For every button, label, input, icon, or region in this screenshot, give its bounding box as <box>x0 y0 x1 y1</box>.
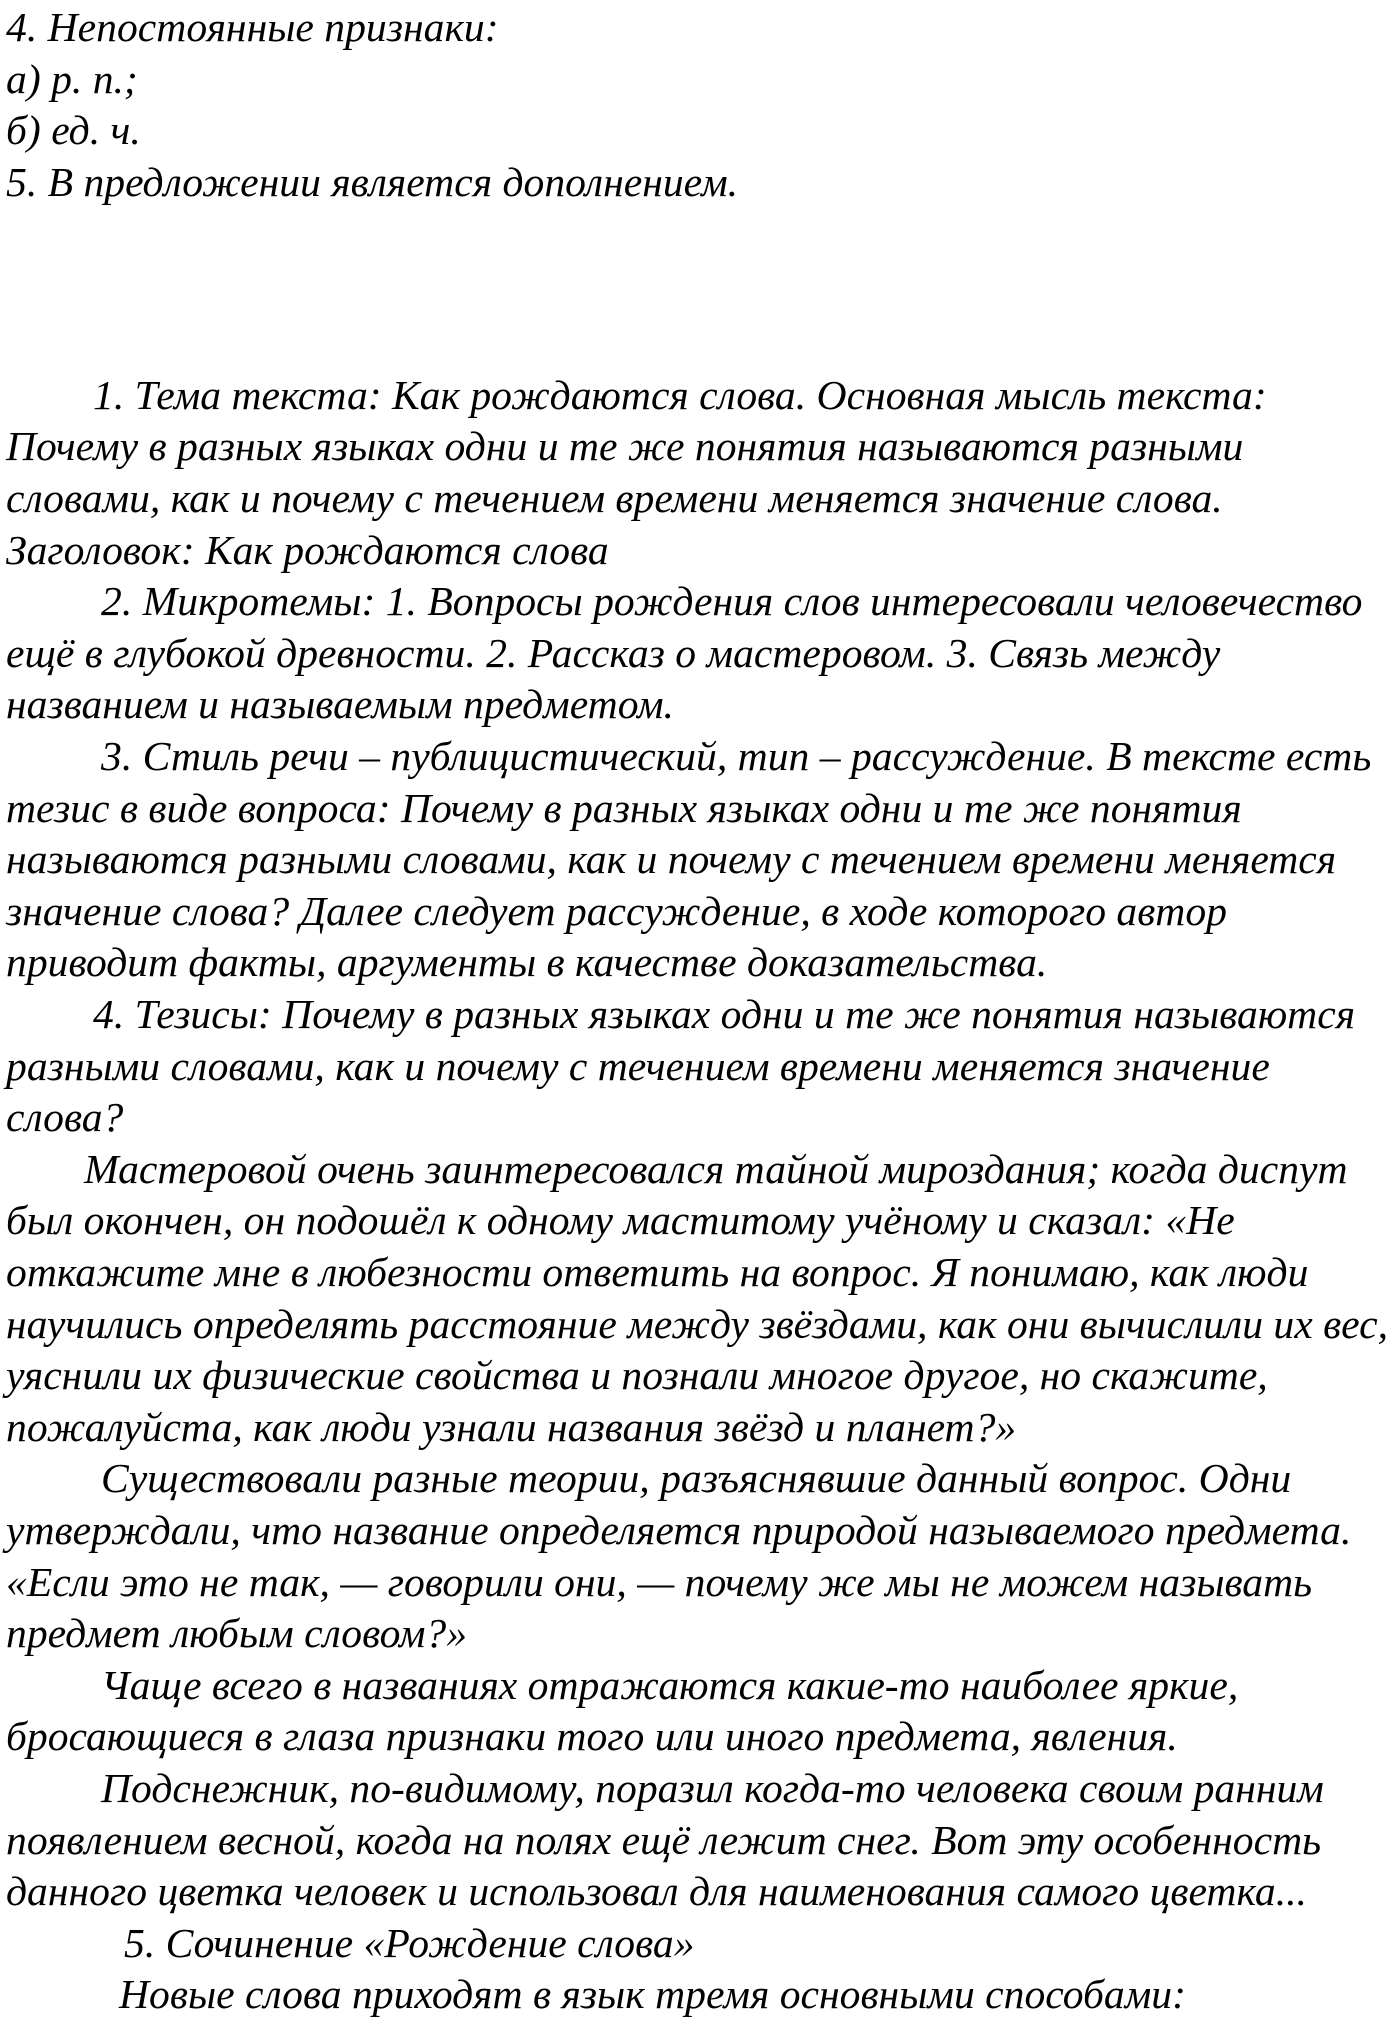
text-line: утверждали, что название определяется природой называемого предмета. <box>6 1507 1352 1554</box>
text-line: ещё в глубокой древности. 2. Рассказ о мастеровом. 3. Связь между <box>6 630 1221 677</box>
text-line: б) ед. ч. <box>6 108 141 155</box>
text-line: был окончен, он подошёл к одному маститому учёному и сказал: «Не <box>6 1198 1235 1245</box>
paragraph-theses <box>0 990 1400 1145</box>
document-page <box>0 3 1400 2022</box>
text-line: 3. Стиль речи – публицистический, тип – рассуждение. В тексте есть <box>101 734 1372 781</box>
text-line: 1. Тема текста: Как рождаются слова. Основная мысль текста: <box>93 372 1267 419</box>
text-line: приводит факты, аргументы в качестве доказательства. <box>6 940 1048 987</box>
paragraph-features-in-names <box>0 1661 1400 1764</box>
text-line: 4. Непостоянные признаки: <box>6 5 499 51</box>
text-line: Чаще всего в названиях отражаются какие-то наиболее яркие, <box>101 1662 1239 1709</box>
text-line: 4. Тезисы: Почему в разных языках одни и те же понятия называются <box>93 992 1356 1038</box>
text-line: предмет любым словом?» <box>6 1611 468 1658</box>
text-line: Почему в разных языках одни и те же понятия называются разными <box>6 424 1244 471</box>
text-line: данного цветка человек и использовал для наименования самого цветка... <box>6 1869 1307 1916</box>
text-line: откажите мне в любезности ответить на вопрос. Я понимаю, как люди <box>6 1249 1309 1296</box>
text-line: слова? <box>6 1095 124 1142</box>
text-line: разными словами, как и почему с течением времени меняется значение <box>6 1043 1270 1090</box>
text-line: 5. В предложении является дополнением. <box>6 159 739 206</box>
text-line: словами, как и почему с течением времени меняется значение слова. <box>6 476 1223 523</box>
paragraph-theories <box>0 1454 1400 1660</box>
paragraph-microthemes <box>0 577 1400 732</box>
text-line: Подснежник, по-видимому, поразил когда-то человека своим ранним <box>101 1765 1324 1812</box>
text-line: называются разными словами, как и почему с течением времени меняется <box>6 837 1337 884</box>
paragraph-theme <box>0 371 1400 577</box>
paragraph-snowdrop <box>0 1764 1400 1919</box>
text-line: бросающиеся в глаза признаки того или иного предмета, явления. <box>6 1714 1178 1761</box>
text-line: уяснили их физические свойства и познали многое другое, но скажите, <box>6 1353 1268 1400</box>
text-line: научились определять расстояние между звёздами, как они вычислили их вес, <box>6 1301 1388 1348</box>
text-analysis <box>0 371 1400 2022</box>
essay-first-line: Новые слова приходят в язык тремя основными способами: <box>119 1972 1186 2019</box>
text-line: «Если это не так, — говорили они, — почему же мы не можем называть <box>6 1559 1313 1606</box>
text-line: Заголовок: Как рождаются слова <box>6 527 609 574</box>
text-line: значение слова? Далее следует рассуждение, в ходе которого автор <box>6 888 1227 935</box>
paragraph-craftsman <box>0 1145 1400 1455</box>
text-line: пожалуйста, как люди узнали названия звёзд и планет?» <box>6 1404 1017 1451</box>
text-line: Мастеровой очень заинтересовался тайной мироздания; когда диспут <box>84 1146 1348 1193</box>
text-line: 2. Микротемы: 1. Вопросы рождения слов интересовали человечество <box>101 579 1363 626</box>
text-line: названием и называемым предметом. <box>6 682 674 729</box>
paragraph-style <box>0 732 1400 990</box>
text-line: Существовали разные теории, разъяснявшие данный вопрос. Одни <box>101 1456 1292 1503</box>
morphology-analysis-fragment <box>0 3 1400 209</box>
text-line: а) р. п.; <box>6 56 138 103</box>
essay-title: 5. Сочинение «Рождение слова» <box>124 1920 695 1967</box>
text-line: тезис в виде вопроса: Почему в разных языках одни и те же понятия <box>6 785 1242 832</box>
text-line: появлением весной, когда на полях ещё лежит снег. Вот эту особенность <box>6 1817 1322 1864</box>
